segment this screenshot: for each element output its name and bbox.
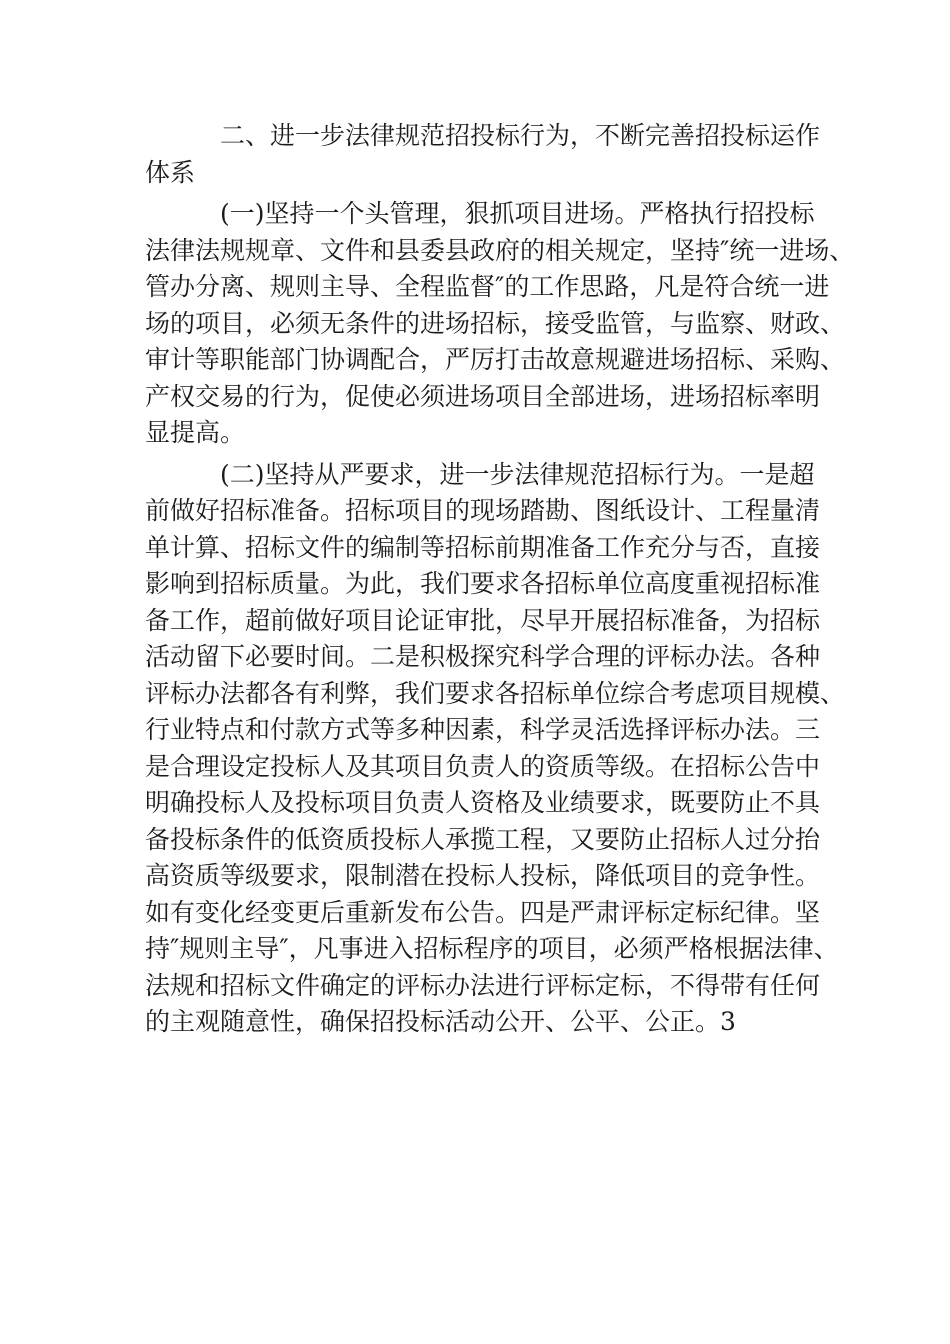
paragraph-line: 审计等职能部门协调配合，严厉打击故意规避进场招标、采购、: [145, 345, 846, 374]
paragraph-line: 产权交易的行为，促使必须进场项目全部进场，进场招标率明: [145, 381, 821, 411]
paragraph-line: 显提高。: [145, 418, 246, 447]
paragraph-line: 单计算、招标文件的编制等招标前期准备工作充分与否，直接: [145, 532, 821, 562]
paragraph-line: 备工作，超前做好项目论证审批，尽早开展招标准备，为招标: [145, 605, 821, 635]
paragraph-line: 高资质等级要求，限制潜在投标人投标，降低项目的竞争性。: [145, 861, 821, 890]
document-body: [145, 118, 855, 1041]
paragraph-line: 如有变化经变更后重新发布公告。四是严肃评标定标纪律。坚: [145, 897, 821, 927]
section-heading: [145, 118, 821, 191]
paragraph-line: 活动留下必要时间。二是积极探究科学合理的评标办法。各种: [145, 642, 821, 671]
paragraph-line: 是合理设定投标人及其项目负责人的资质等级。在招标公告中: [145, 751, 821, 781]
paragraph-line: (二)坚持从严要求，进一步法律规范招标行为。一是超: [220, 459, 815, 489]
paragraph-line: 评标办法都各有利弊，我们要求各招标单位综合考虑项目规模、: [145, 678, 846, 708]
paragraph-line: 场的项目，必须无条件的进场招标，接受监管，与监察、财政、: [145, 308, 846, 338]
paragraph-line: 前做好招标准备。招标项目的现场踏勘、图纸设计、工程量清: [145, 496, 821, 525]
paragraph-line: 明确投标人及投标项目负责人资格及业绩要求，既要防止不具: [145, 788, 821, 817]
paragraph-line: 行业特点和付款方式等多种因素，科学灵活选择评标办法。三: [145, 715, 821, 744]
paragraph-line: 管办分离、规则主导、全程监督″的工作思路，凡是符合统一进: [145, 272, 830, 301]
paragraph-line: 持″规则主导″，凡事进入招标程序的项目，必须严格根据法律、: [145, 934, 839, 963]
paragraph-line: 法规和招标文件确定的评标办法进行评标定标，不得带有任何: [145, 970, 821, 1000]
paragraph-line: 法律法规规章、文件和县委县政府的相关规定，坚持″统一进场、: [145, 235, 855, 265]
paragraph-strict-requirements: [145, 457, 846, 1041]
heading-line: 二、进一步法律规范招投标行为，不断完善招投标运作: [220, 121, 821, 150]
paragraph-line: (一)坚持一个头管理，狠抓项目进场。严格执行招投标: [220, 199, 815, 228]
paragraph-line: 备投标条件的低资质投标人承揽工程，又要防止招标人过分抬: [145, 824, 821, 854]
paragraph-line: 的主观随意性，确保招投标活动公开、公平、公正。3: [145, 1007, 736, 1036]
heading-line: 体系: [145, 157, 196, 187]
paragraph-line: 影响到招标质量。为此，我们要求各招标单位高度重视招标准: [145, 569, 821, 598]
paragraph-project-entry: [145, 196, 855, 452]
